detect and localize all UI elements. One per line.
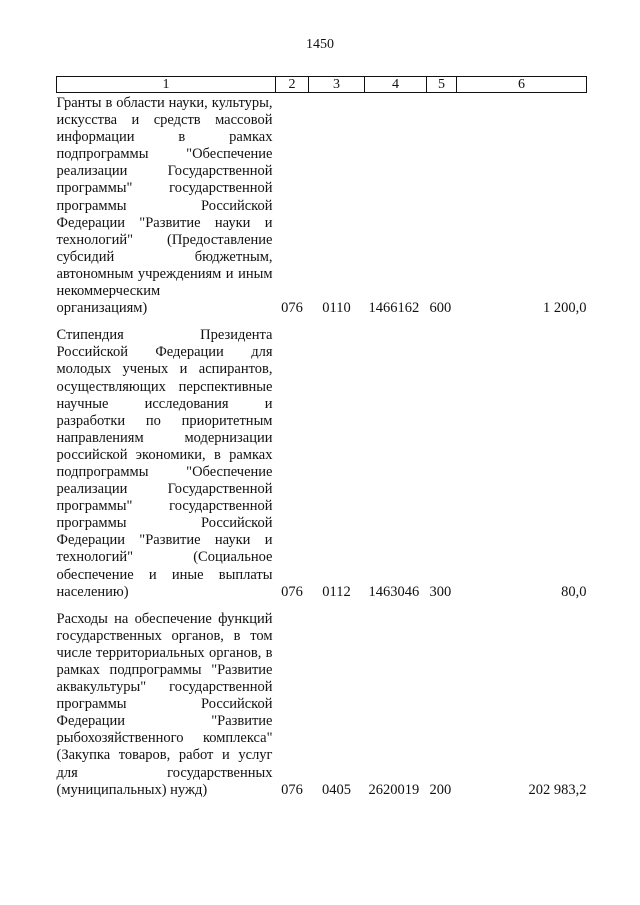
description-line: (муниципальных) нужд) xyxy=(56,781,208,798)
description-line: автономным учреждениям и xyxy=(56,265,234,282)
amount-value: 80,0 xyxy=(561,583,587,600)
description-line: организациям) xyxy=(56,300,148,317)
description-line: направлениям модернизации xyxy=(56,429,273,446)
description-line: для государственных xyxy=(56,764,273,781)
ministry-code: 076 xyxy=(281,583,303,600)
description-line: массовой информации в рамках xyxy=(56,112,273,146)
table-row xyxy=(57,325,587,601)
amount-value: 1 200,0 xyxy=(543,300,587,317)
description-line: Федерации "Развитие науки и xyxy=(56,532,273,549)
description-line: субсидий бюджетным, xyxy=(56,248,273,265)
description-line: программы" государственной xyxy=(56,180,273,197)
page-number: 1450 xyxy=(306,37,334,52)
description-line: программы Российской xyxy=(56,197,273,214)
description-line: Гранты в области науки, xyxy=(56,95,208,111)
row-description xyxy=(57,609,276,799)
description-line: Стипендия Президента xyxy=(56,327,273,344)
description-line: органов, в том числе xyxy=(56,627,273,661)
description-line: подпрограммы "Обеспечение xyxy=(56,463,273,480)
description-line: подпрограммы "Обеспечение xyxy=(56,146,273,163)
column-header: 6 xyxy=(457,77,587,93)
row-spacer-cell xyxy=(57,601,587,609)
row-spacer-cell xyxy=(57,317,587,325)
description-line: молодых ученых и аспирантов, xyxy=(56,361,273,378)
description-line: культуры, искусства и средств xyxy=(56,95,273,129)
section-code: 0405 xyxy=(322,781,351,798)
column-header: 1 xyxy=(57,77,276,93)
section-code: 0110 xyxy=(322,300,351,317)
column-number-row xyxy=(57,77,587,93)
row-spacer xyxy=(57,317,587,325)
description-line: иным некоммерческим xyxy=(56,265,273,300)
description-line: Федерации "Развитие науки и xyxy=(56,214,273,231)
description-line: осуществляющих перспективные xyxy=(56,378,273,395)
ministry-code: 076 xyxy=(281,781,303,798)
description-line: программы Российской xyxy=(56,696,273,713)
budget-table xyxy=(56,76,587,799)
row-description xyxy=(57,325,276,601)
row-spacer xyxy=(57,601,587,609)
description-line: аквакультуры" государственной xyxy=(56,679,273,696)
row-description xyxy=(57,93,276,318)
description-line: Расходы на обеспечение xyxy=(56,610,212,627)
section-code: 0112 xyxy=(322,583,351,600)
description-line: программы" государственной xyxy=(56,498,273,515)
amount-value: 202 983,2 xyxy=(528,781,587,798)
description-line: научные исследования и xyxy=(56,395,273,412)
description-line: технологий" (Социальное xyxy=(56,549,273,566)
description-line: разработки по приоритетным xyxy=(56,412,273,429)
target-article-code: 1466162 xyxy=(368,300,420,317)
description-line: Российской Федерации для xyxy=(56,344,273,361)
description-line: технологий" (Предоставление xyxy=(56,231,273,248)
target-article-code: 2620019 xyxy=(368,781,420,798)
description-line: функций государственных xyxy=(56,610,273,644)
description-line: российской экономики, в рамках xyxy=(56,446,273,463)
table-row xyxy=(57,609,587,799)
expense-type-code: 600 xyxy=(429,300,452,317)
column-header: 2 xyxy=(276,77,309,93)
column-header: 3 xyxy=(309,77,365,93)
column-header: 5 xyxy=(427,77,457,93)
description-line: (Закупка товаров, работ и услуг xyxy=(56,747,273,764)
description-line: территориальных органов, в xyxy=(96,644,273,661)
description-line: населению) xyxy=(56,583,129,600)
description-line: программы Российской xyxy=(56,515,273,532)
table-body xyxy=(57,93,587,799)
expense-type-code: 300 xyxy=(429,583,452,600)
column-header: 4 xyxy=(365,77,427,93)
description-line: Федерации "Развитие xyxy=(56,713,273,730)
description-line: реализации Государственной xyxy=(56,163,273,180)
table-row xyxy=(57,93,587,318)
description-line: обеспечение и иные выплаты xyxy=(56,566,273,583)
ministry-code: 076 xyxy=(281,300,303,317)
description-line: рамках подпрограммы "Развитие xyxy=(56,662,273,678)
description-line: реализации Государственной xyxy=(56,481,273,498)
expense-type-code: 200 xyxy=(429,781,452,798)
description-line: рыбохозяйственного комплекса" xyxy=(56,730,273,747)
target-article-code: 1463046 xyxy=(368,583,420,600)
